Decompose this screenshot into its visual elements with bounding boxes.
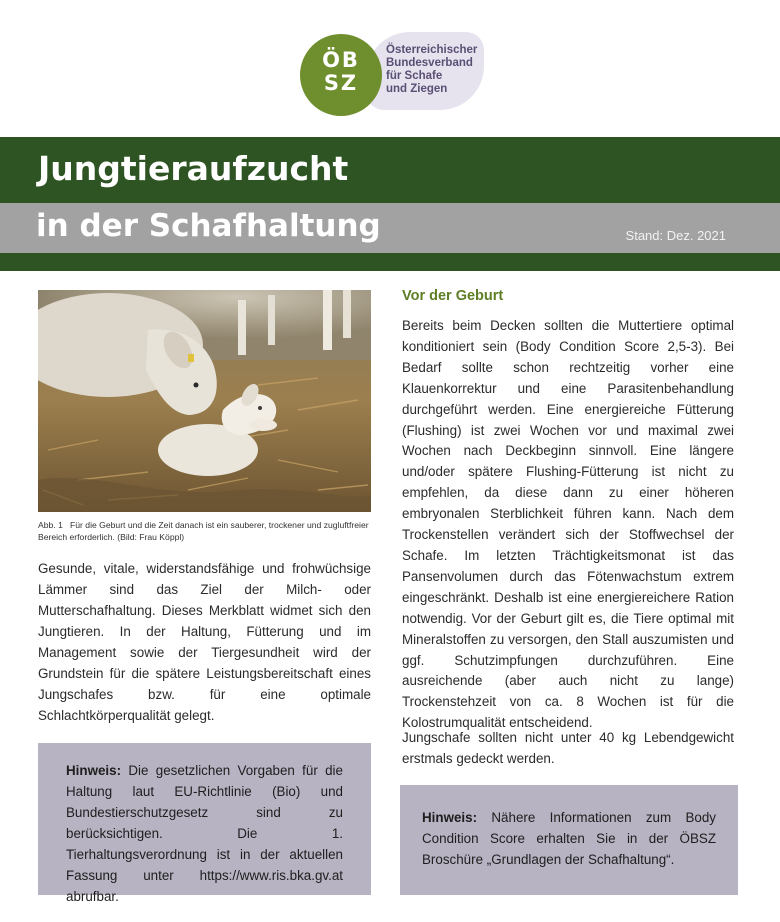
logo-org-line: Bundesverband [386,57,473,69]
section-paragraph: Bereits beim Decken sollten die Muttertiere optimal konditioniert sein (Body Condition Score 2,5-3). Bei Bedarf sollte schon rechtzeitig vorher eine Klauenkorrektur und eine Parasitenbehandlung durchgeführt werden. Eine energiereiche Fütterung (Flushing) ist zwei Wochen vor und maximal zwei Wochen nach Deckbeginn sinnvoll. Eine längere und/oder spätere Flushing-Fütterung ist nicht zu empfehlen, da diese dann zu einer höheren embryonalen Sterblichkeit führen kann. Nach dem Trockenstellen verändert sich der Stoffwechsel der Schafe. Im letzten Trächtigkeitsmonat ist das Pansenvolumen durch das Fötenwachstum extrem eingeschränkt. Deshalb ist eine energiereichere Ration notwendig. Vor der Geburt gilt es, die Tiere optimal mit Mineralstoffen zu versorgen, den Stall auszumisten und ggf. Schutzimpfungen durchzuführen. Eine ausreichende (aber auch nicht zu lange) Trockenstehzeit von ca. 8 Wochen ist für die Kolostrumqualität entscheidend. [402,318,734,731]
header-green-strip [0,253,780,271]
logo-mark-line1: ÖB [322,48,360,72]
page-subtitle: in der Schafhaltung [36,208,381,244]
logo-org-line: und Ziegen [386,83,448,95]
logo-org-name [386,44,496,96]
photo-caption [38,519,371,543]
stand-date: Stand: Dez. 2021 [625,228,726,243]
section-paragraph: Jungschafe sollten nicht unter 40 kg Lebendgewicht erstmals gedeckt werden. [402,730,734,766]
note-text: Nähere Informationen zum Body Condition Score erhalten Sie in der ÖBSZ Broschüre „Grundlagen der Schafhaltung“. [422,810,716,867]
caption-label: Abb. 1 [38,520,63,530]
obsz-logo [300,28,500,108]
section-heading: Vor der Geburt [402,288,504,304]
note-box-bcs [400,785,738,895]
note-box-legal [38,743,371,904]
logo-org-line: für Schafe [386,70,443,82]
lamb-photo [38,290,371,512]
note-text: Die gesetzlichen Vorgaben für die Haltung laut EU-Richtlinie (Bio) und Bundestierschutzgesetz sind zu berücksichtigen. Die 1. Tierhaltungsverordnung ist in der aktuellen Fassung unter https://www.ris.bka.gv.at abrufbar. [66,763,343,904]
lamb-photo-illustration [38,290,371,512]
note-label: Hinweis: [66,763,122,778]
caption-text: Für die Geburt und die Zeit danach ist ein sauberer, trockener und zugluftfreier Bereich erforderlich. (Bild: Frau Köppl) [38,520,369,542]
logo-mark-line2: SZ [323,71,359,95]
intro-paragraph: Gesunde, vitale, widerstandsfähige und frohwüchsige Lämmer sind das Ziel der Milch- oder Mutterschafhaltung. Dieses Merkblatt widmet sich den Jungtieren. In der Haltung, Fütterung und im Management sowie der Tiergesundheit wird der Grundstein für die spätere Leistungsbereitschaft eines Jungschafes bzw. für eine optimale Schlachtkörperqualität gelegt. [38,561,371,723]
note-label: Hinweis: [422,810,478,825]
page-title: Jungtieraufzucht [38,149,349,188]
logo-circle-mark [300,34,382,116]
logo-org-line: Österreichischer [386,44,478,56]
